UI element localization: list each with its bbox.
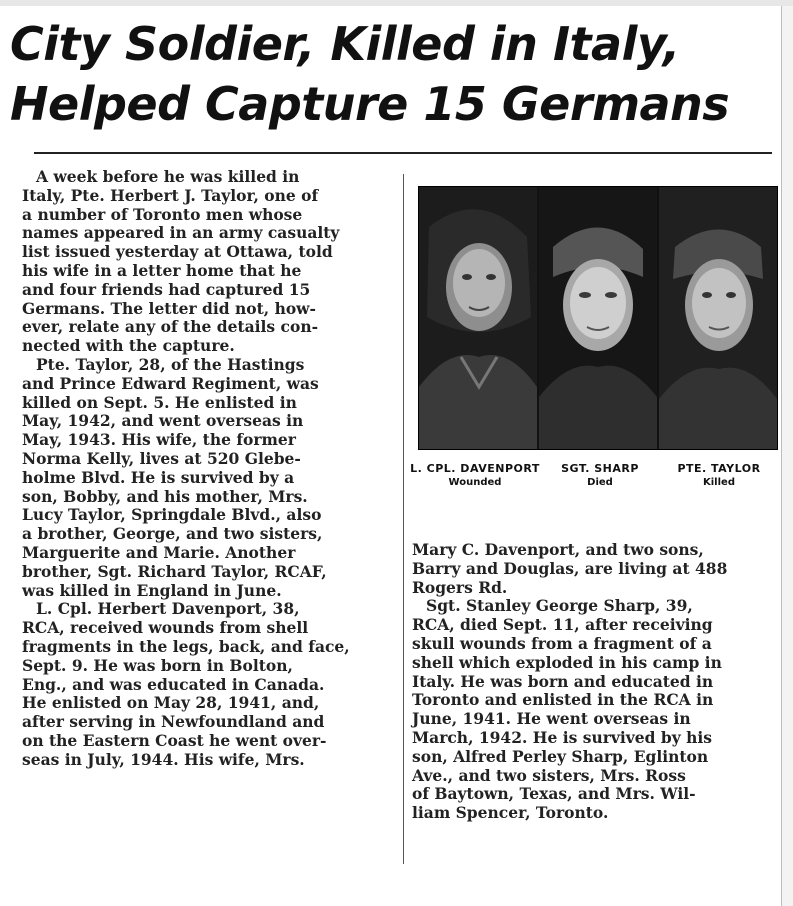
caption-name: L. CPL. DAVENPORT <box>410 462 540 475</box>
article-left-column <box>22 168 402 770</box>
article-line: Eng., and was educated in Canada. <box>22 674 325 694</box>
article-line: Ave., and two sisters, Mrs. Ross <box>412 765 686 785</box>
photo-taylor <box>659 187 777 449</box>
article-line: May, 1943. His wife, the former <box>22 430 296 450</box>
caption-name: PTE. TAYLOR <box>677 462 761 475</box>
photo-davenport <box>419 187 537 449</box>
article-line: names appeared in an army casualty <box>22 223 340 243</box>
article-line: May, 1942, and went overseas in <box>22 411 304 431</box>
article-line: Barry and Douglas, are living at 488 <box>412 558 728 578</box>
caption-name: SGT. SHARP <box>561 462 639 475</box>
article-line: holme Blvd. He is survived by a <box>22 467 295 487</box>
headline-line-1: City Soldier, Killed in Italy, <box>10 17 680 71</box>
article-line: son, Alfred Perley Sharp, Eglinton <box>412 746 709 766</box>
article-right-column <box>412 541 784 823</box>
article-line: Pte. Taylor, 28, of the Hastings <box>36 354 305 374</box>
column-divider <box>403 174 404 864</box>
article-line: a brother, George, and two sisters, <box>22 524 323 544</box>
caption-status: Killed <box>703 477 735 488</box>
article-line: nected with the capture. <box>22 336 235 356</box>
article-line: fragments in the legs, back, and face, <box>22 636 350 656</box>
article-line: son, Bobby, and his mother, Mrs. <box>22 486 308 506</box>
soldier-photos <box>418 186 778 450</box>
article-line: RCA, received wounds from shell <box>22 618 309 638</box>
article-line: list issued yesterday at Ottawa, told <box>22 242 333 262</box>
article-line: was killed in England in June. <box>22 580 282 600</box>
caption-davenport <box>410 462 540 490</box>
article-line: and four friends had captured 15 <box>22 279 311 299</box>
article-line: Toronto and enlisted in the RCA in <box>412 690 714 710</box>
article-line: He enlisted on May 28, 1941, and, <box>22 693 320 713</box>
article-line: of Baytown, Texas, and Mrs. Wil- <box>412 784 696 804</box>
article-line: Mary C. Davenport, and two sons, <box>412 540 704 559</box>
article-line: Rogers Rd. <box>412 577 508 597</box>
article-line: brother, Sgt. Richard Taylor, RCAF, <box>22 561 327 581</box>
article-line: seas in July, 1944. His wife, Mrs. <box>22 749 305 769</box>
article-line: skull wounds from a fragment of a <box>412 633 712 653</box>
article-line: a number of Toronto men whose <box>22 204 303 224</box>
article-line: liam Spencer, Toronto. <box>412 803 609 823</box>
article-line: Italy. He was born and educated in <box>412 671 714 691</box>
article-line: killed on Sept. 5. He enlisted in <box>22 392 297 412</box>
article-line: RCA, died Sept. 11, after receiving <box>412 615 713 635</box>
caption-taylor <box>664 462 774 490</box>
article-line: on the Eastern Coast he went over- <box>22 730 327 750</box>
article-line: Lucy Taylor, Springdale Blvd., also <box>22 505 322 525</box>
article-line: L. Cpl. Herbert Davenport, 38, <box>36 599 300 619</box>
article-line: and Prince Edward Regiment, was <box>22 373 319 393</box>
article-line: Sgt. Stanley George Sharp, 39, <box>426 596 693 616</box>
article-line: ever, relate any of the details con- <box>22 317 319 337</box>
article-line: shell which exploded in his camp in <box>412 652 722 672</box>
article-line: A week before he was killed in <box>36 167 300 186</box>
article-line: Norma Kelly, lives at 520 Glebe- <box>22 448 301 468</box>
caption-status: Died <box>587 477 613 488</box>
photo-sharp <box>539 187 657 449</box>
article-line: after serving in Newfoundland and <box>22 712 325 732</box>
article-line: June, 1941. He went overseas in <box>412 709 691 729</box>
article-line: Germans. The letter did not, how- <box>22 298 316 318</box>
headline-line-2: Helped Capture 15 Germans <box>10 77 730 131</box>
headline-rule <box>34 152 772 154</box>
article-line: Sept. 9. He was born in Bolton, <box>22 655 293 675</box>
caption-sharp <box>540 462 660 490</box>
top-bar <box>0 0 793 6</box>
article-line: his wife in a letter home that he <box>22 260 302 280</box>
caption-status: Wounded <box>448 477 502 488</box>
article-line: March, 1942. He is survived by his <box>412 727 712 747</box>
article-line: Italy, Pte. Herbert J. Taylor, one of <box>22 185 319 205</box>
article-line: Marguerite and Marie. Another <box>22 542 296 562</box>
headline <box>10 14 770 134</box>
